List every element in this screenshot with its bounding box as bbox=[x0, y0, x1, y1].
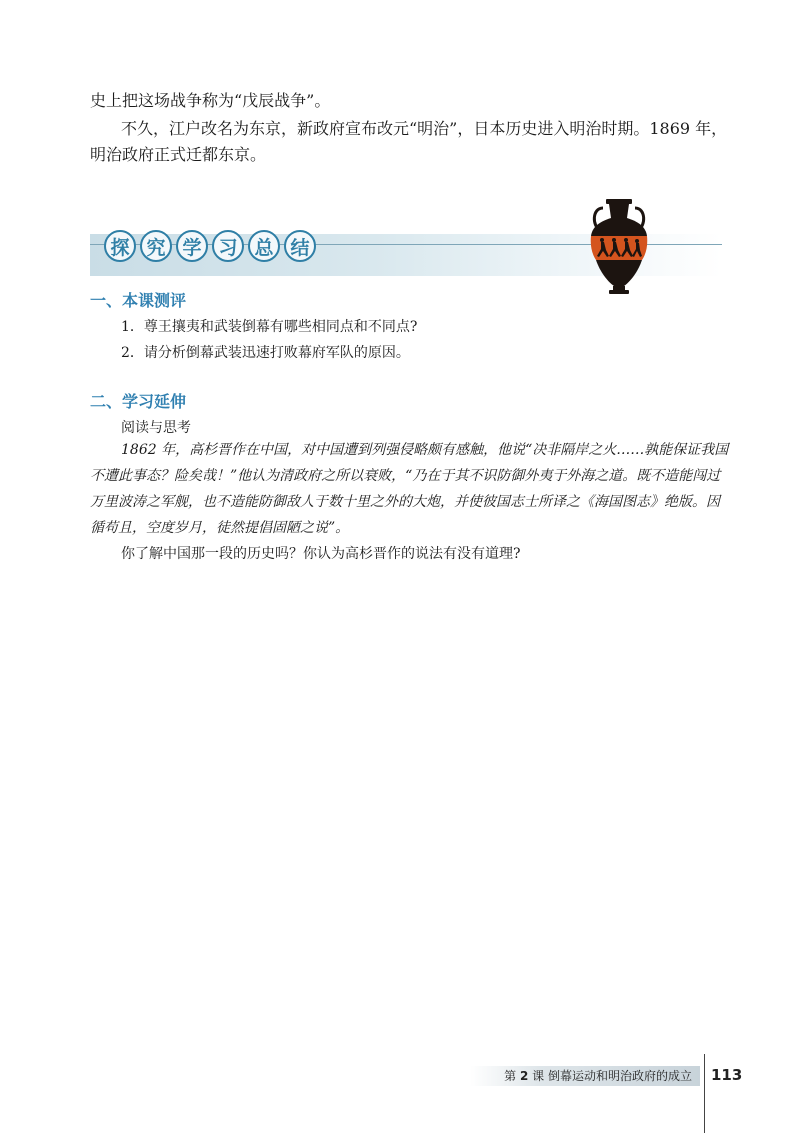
page-number: 113 bbox=[711, 1066, 743, 1084]
body-paragraph-line: 不久，江户改名为东京，新政府宣布改元“明治”，日本历史进入明治时期。1869 年， bbox=[121, 119, 728, 138]
body-paragraph-line: 明治政府正式迁都东京。 bbox=[90, 145, 267, 164]
reading-label: 阅读与思考 bbox=[121, 420, 191, 436]
banner-char: 究 bbox=[140, 230, 172, 262]
body-paragraph-line: 史上把这场战争称为“戊辰战争”。 bbox=[90, 91, 331, 110]
banner-title bbox=[104, 230, 316, 264]
review-question: 1．尊王攘夷和武装倒幕有哪些相同点和不同点? bbox=[121, 319, 418, 335]
footer-lesson-suffix: 课 bbox=[532, 1069, 545, 1083]
banner-char: 探 bbox=[104, 230, 136, 262]
footer-lesson-name: 倒幕运动和明治政府的成立 bbox=[547, 1069, 692, 1083]
banner-char: 习 bbox=[212, 230, 244, 262]
greek-amphora-icon bbox=[584, 196, 654, 296]
footer-lesson-prefix: 第 bbox=[504, 1069, 517, 1083]
reading-line: 循苟且，空度岁月，徒然提倡固陋之说”。 bbox=[90, 520, 350, 536]
reading-line: 万里波涛之军舰，也不造能防御敌人于数十里之外的大炮，并使彼国志士所译之《海国图志》绝版。因 bbox=[90, 494, 720, 510]
reading-line: 1862 年，高杉晋作在中国，对中国遭到列强侵略颇有感触，他说“决非隔岸之火……孰能保证我国 bbox=[121, 442, 729, 458]
footer-divider bbox=[704, 1054, 705, 1133]
footer-lesson-number: 2 bbox=[519, 1069, 529, 1083]
reflection-question: 你了解中国那一段的历史吗？你认为高杉晋作的说法有没有道理? bbox=[121, 546, 521, 562]
reading-line: 不遭此事态？险矣哉！”他认为清政府之所以衰败，“乃在于其不识防御外夷于外海之道。既不造能闯过 bbox=[90, 468, 721, 484]
section-heading-extension: 二、学习延伸 bbox=[90, 392, 187, 411]
banner-char: 总 bbox=[248, 230, 280, 262]
review-question: 2．请分析倒幕武装迅速打败幕府军队的原因。 bbox=[121, 345, 410, 361]
banner-char: 结 bbox=[284, 230, 316, 262]
footer-band bbox=[470, 1066, 700, 1086]
banner-char: 学 bbox=[176, 230, 208, 262]
footer-lesson-title bbox=[504, 1067, 692, 1085]
section-heading-review: 一、本课测评 bbox=[90, 291, 187, 310]
